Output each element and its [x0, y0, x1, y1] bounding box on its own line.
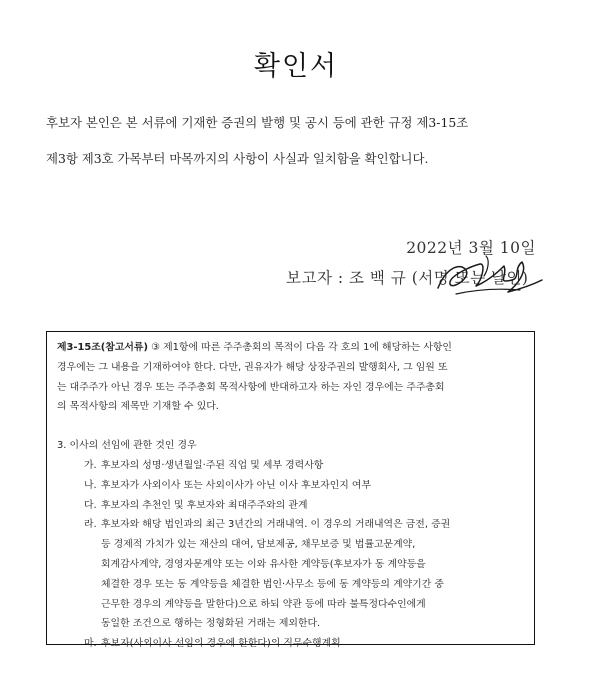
list-item: 나. 후보자가 사외이사 또는 사외이사가 아닌 이사 후보자인지 여부 [84, 479, 371, 491]
document-date: 2022년 3월 10일 [406, 239, 536, 257]
list-item-continuation: 동일한 조건으로 행하는 정형화된 거래는 제외한다. [101, 618, 321, 630]
notice-intro-line-1 [57, 338, 527, 358]
notice-intro-line-4: 의 목적사항의 제목만 기재할 수 있다. [57, 401, 219, 413]
list-item-continuation: 등 경제적 가치가 있는 재산의 대여, 담보제공, 채무보증 및 법률고문계약, [101, 539, 416, 551]
list-item-continuation: 근무한 경우의 계약등을 말한다)으로 하되 약관 등에 따라 불특정다수인에게 [101, 598, 426, 610]
document-title: 확인서 [253, 51, 339, 82]
notice-intro-line-3: 는 대주주가 아닌 경우 또는 주주총회 목적사항에 반대하고자 하는 자인 경우에는 주주총회 [57, 381, 445, 393]
list-item: 다. 후보자의 추천인 및 후보자와 최대주주와의 관계 [84, 499, 308, 511]
list-item-continuation: 체결한 경우 또는 동 계약등을 체결한 법인·사무소 등에 동 계약등의 계약기간 중 [101, 578, 444, 590]
handwritten-signature [416, 250, 546, 302]
list-item: 라. 후보자와 해당 법인과의 최근 3년간의 거래내역. 이 경우의 거래내역은 금전, 증권 [84, 519, 451, 531]
notice-heading: 제3-15조(참고서류) [57, 342, 148, 353]
list-item: 가. 후보자의 성명·생년월일·주된 직업 및 세부 경력사항 [84, 459, 324, 471]
regulation-notice-box [46, 331, 535, 650]
list-item: 마. 후보자(사외이사 선임의 경우에 한한다)의 직무수행계획 [84, 638, 341, 650]
confirmation-text-line-1: 후보자 본인은 본 서류에 기재한 증권의 발행 및 공시 등에 관한 규정 제3-15조 [46, 115, 469, 130]
notice-intro-first: ③ 제1항에 따른 주주총회의 목적이 다음 각 호의 1에 해당하는 사항인 [147, 342, 452, 353]
confirmation-text-line-2: 제3항 제3호 가목부터 마목까지의 사항이 사실과 일치함을 확인합니다. [46, 151, 429, 166]
notice-section-title: 3. 이사의 선임에 관한 것인 경우 [57, 440, 197, 452]
list-item-continuation: 회계감사계약, 경영자문계약 또는 이와 유사한 계약등(후보자가 동 계약등을 [101, 558, 426, 570]
notice-intro-line-2: 경우에는 그 내용을 기재하여야 한다. 다만, 권유자가 해당 상장주권의 발행회사, 그 임원 또 [57, 361, 448, 373]
reporter-line: 보고자 : 조 백 규 (서명 또는 날인) [286, 269, 529, 287]
